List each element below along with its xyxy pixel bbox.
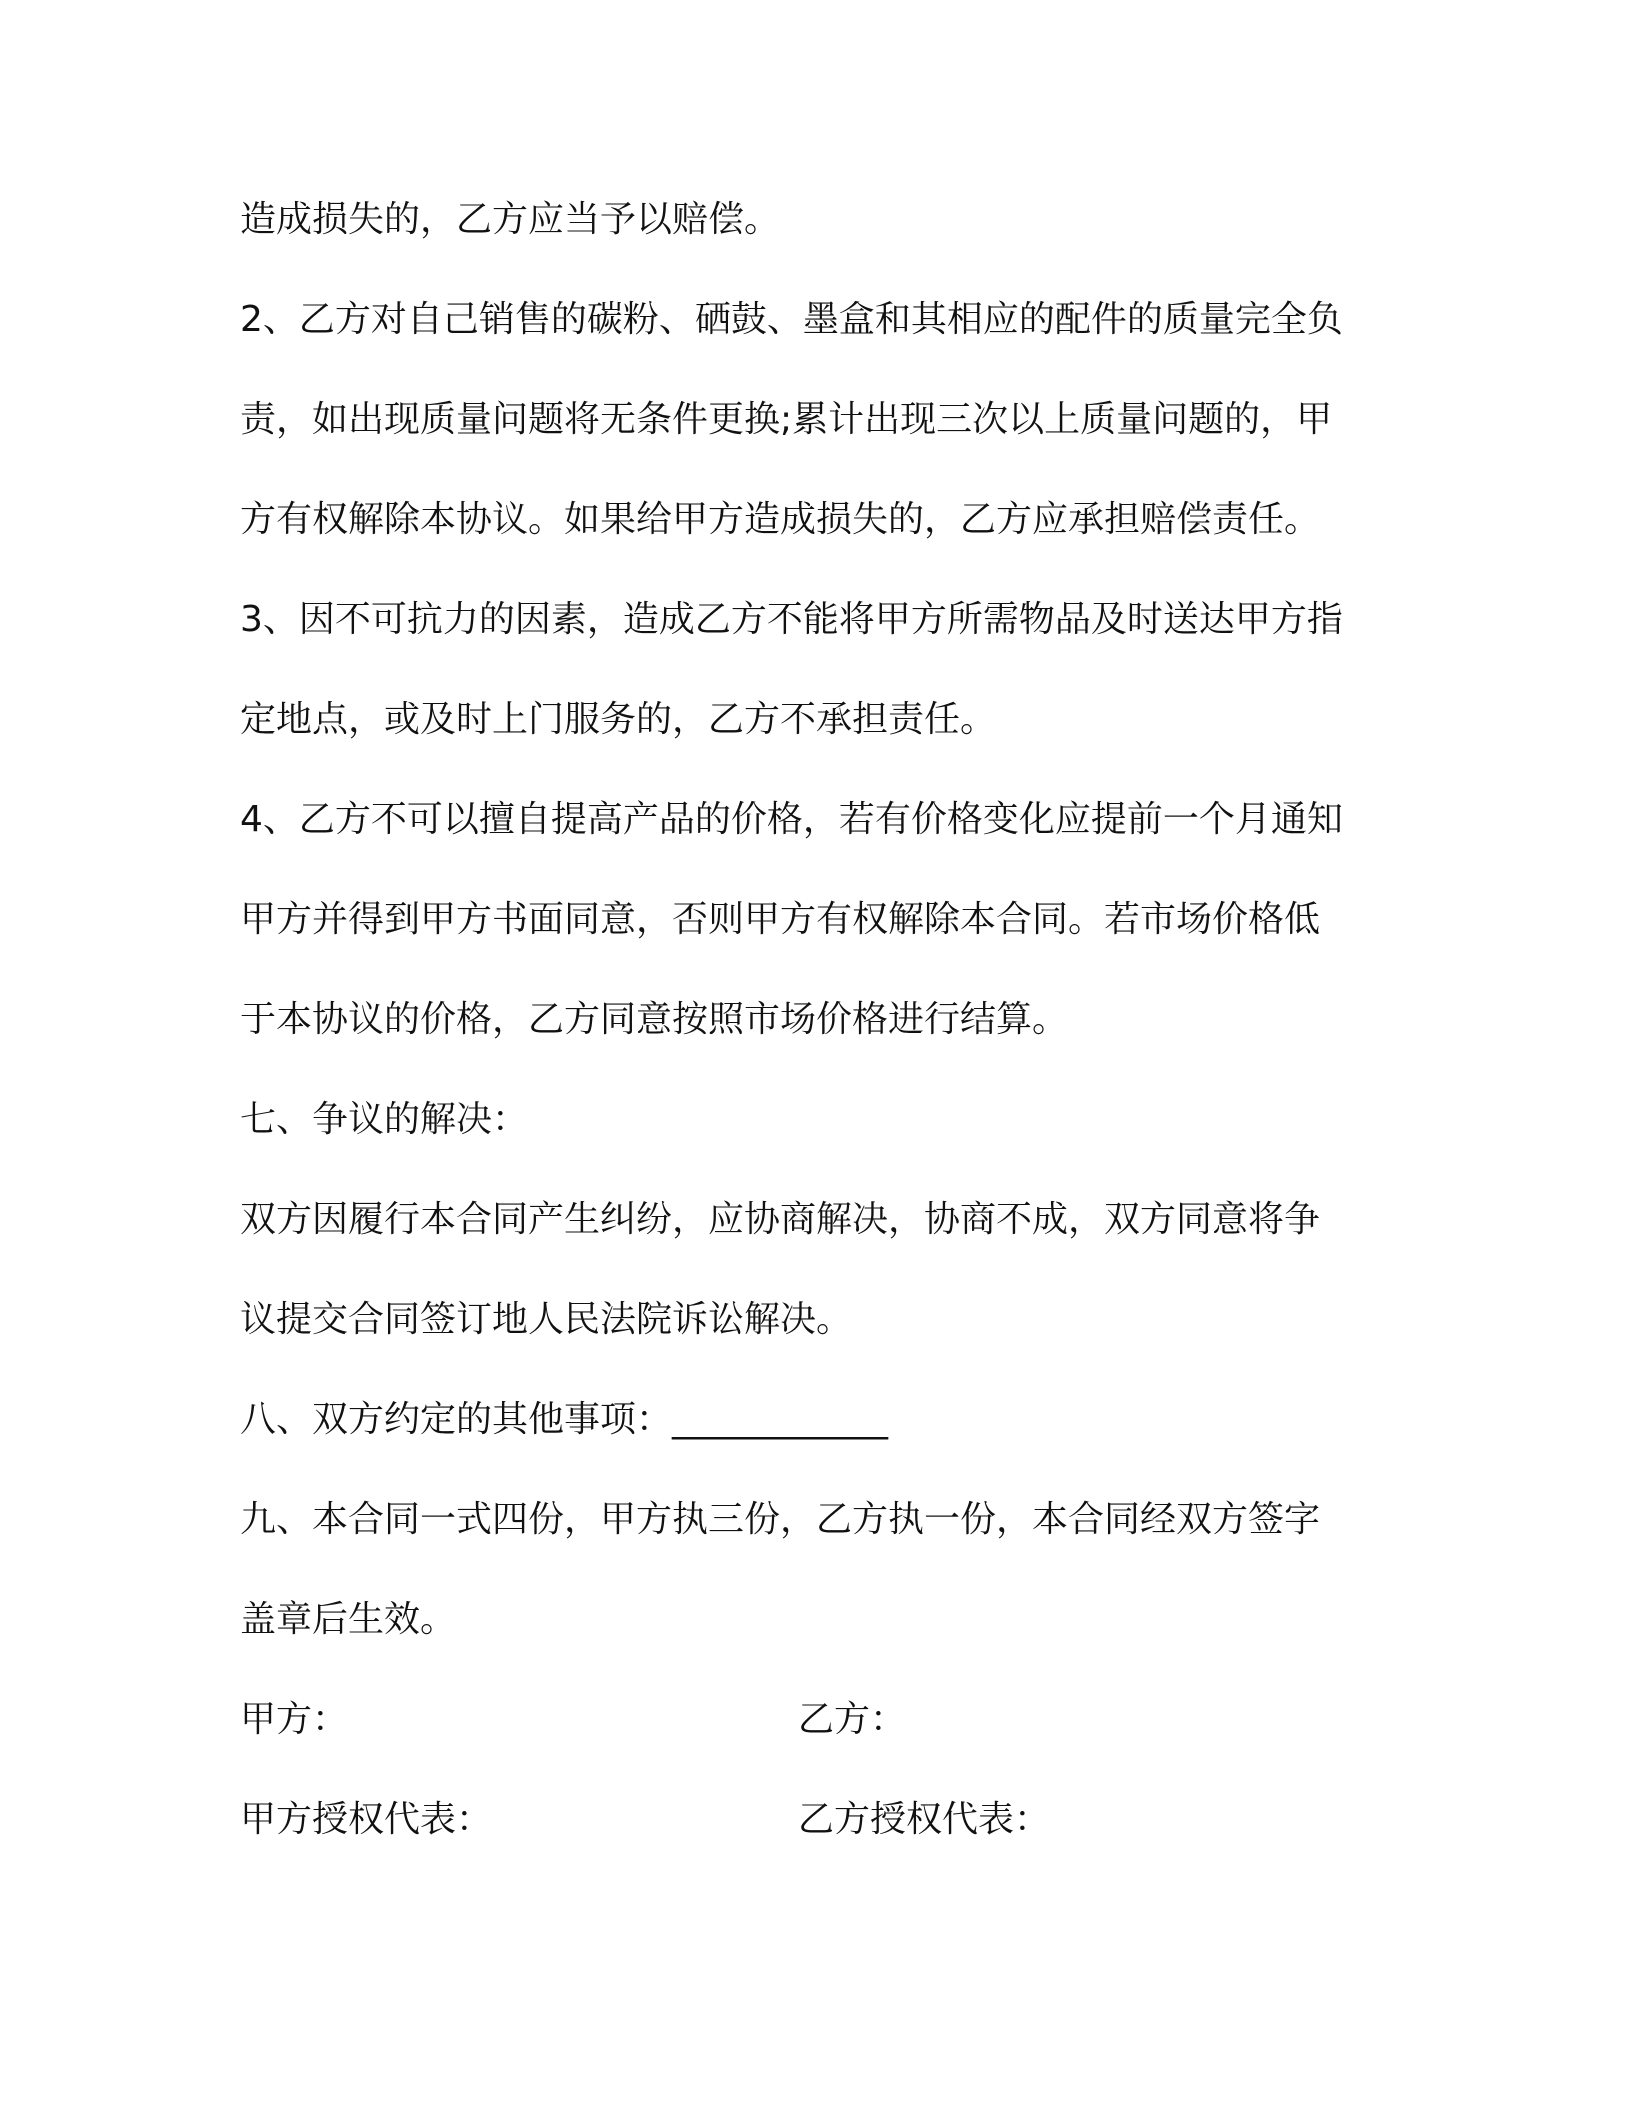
party-b-rep-label: 乙方授权代表： [798, 1799, 1051, 1840]
text-line: 双方因履行本合同产生纠纷，应协商解决，协商不成，双方同意将争 [240, 1199, 1321, 1240]
text-line: 定地点，或及时上门服务的，乙方不承担责任。 [240, 699, 997, 740]
party-a-label: 甲方： [240, 1699, 349, 1740]
text-line: 盖章后生效。 [240, 1599, 457, 1640]
text-line: 于本协议的价格，乙方同意按照市场价格进行结算。 [240, 999, 1069, 1040]
text-line: 造成损失的，乙方应当予以赔偿。 [240, 199, 781, 240]
document-page [240, 0, 1390, 2112]
text-line: 议提交合同签订地人民法院诉讼解决。 [240, 1299, 853, 1340]
party-b-label: 乙方： [798, 1699, 907, 1740]
section-heading: 七、争议的解决： [240, 1099, 529, 1140]
text-line: 责，如出现质量问题将无条件更换;累计出现三次以上质量问题的，甲 [240, 399, 1333, 440]
text-line: 4、乙方不可以擅自提高产品的价格，若有价格变化应提前一个月通知 [240, 799, 1343, 840]
section-heading: 八、双方约定的其他事项：____________ [240, 1399, 889, 1440]
text-line: 2、乙方对自己销售的碳粉、硒鼓、墨盒和其相应的配件的质量完全负 [240, 299, 1343, 340]
text-line: 3、因不可抗力的因素，造成乙方不能将甲方所需物品及时送达甲方指 [240, 599, 1343, 640]
party-a-rep-label: 甲方授权代表： [240, 1799, 493, 1840]
text-line: 甲方并得到甲方书面同意，否则甲方有权解除本合同。若市场价格低 [240, 899, 1321, 940]
text-line: 九、本合同一式四份，甲方执三份，乙方执一份，本合同经双方签字 [240, 1499, 1321, 1540]
text-line: 方有权解除本协议。如果给甲方造成损失的，乙方应承担赔偿责任。 [240, 499, 1321, 540]
